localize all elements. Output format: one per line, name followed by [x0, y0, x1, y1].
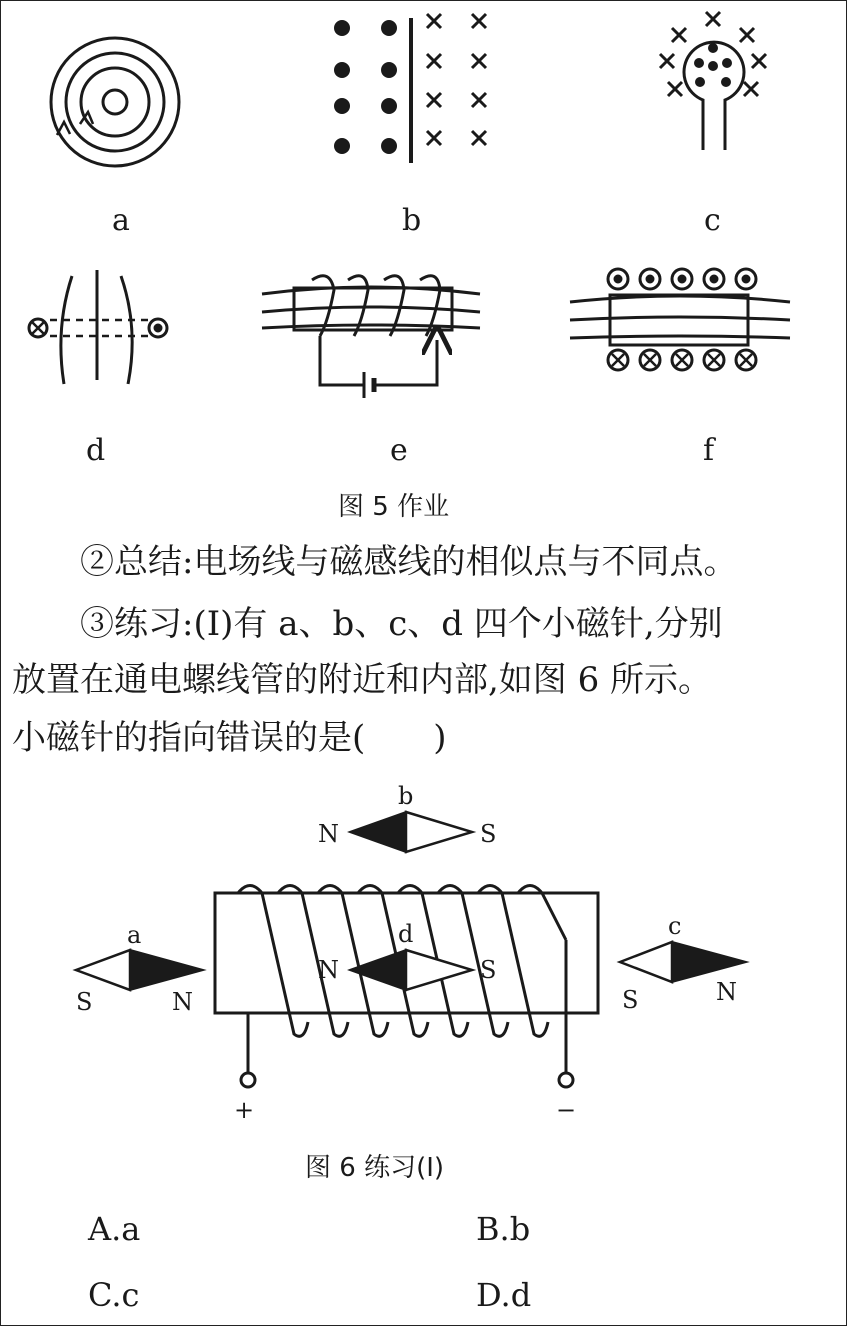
- needle-c-right-pole: N: [716, 978, 737, 1006]
- option-b[interactable]: B.b: [476, 1210, 531, 1248]
- needle-b-label: b: [398, 782, 414, 810]
- needle-b: [350, 812, 472, 852]
- option-a[interactable]: A.a: [88, 1210, 141, 1248]
- fig5-label-b: b: [402, 203, 422, 238]
- needle-c-label: c: [668, 912, 682, 940]
- fig6-plus-terminal: +: [234, 1096, 255, 1124]
- fig5-b-diagram: [334, 14, 486, 163]
- fig5-d-diagram: [29, 270, 167, 384]
- needle-d-right-pole: S: [480, 956, 497, 984]
- practice-line-3: 小磁针的指向错误的是( ): [12, 718, 447, 758]
- needle-c-left-pole: S: [622, 986, 639, 1014]
- needle-a: [76, 950, 203, 990]
- fig6-minus-terminal: −: [556, 1096, 577, 1124]
- option-d[interactable]: D.d: [476, 1276, 532, 1314]
- needle-d-left-pole: N: [318, 956, 339, 984]
- needle-b-left-pole: N: [318, 820, 339, 848]
- needle-b-right-pole: S: [480, 820, 497, 848]
- fig6-caption: 图 6 练习(Ⅰ): [305, 1153, 445, 1183]
- fig5-label-e: e: [390, 433, 408, 468]
- practice-line-1: ③练习:(Ⅰ)有 a、b、c、d 四个小磁针,分别: [80, 604, 723, 644]
- fig5-c-diagram: [660, 12, 766, 150]
- needle-a-label: a: [127, 921, 142, 949]
- fig5-label-f: f: [703, 433, 715, 468]
- needle-a-right-pole: N: [172, 988, 193, 1016]
- needle-a-left-pole: S: [76, 988, 93, 1016]
- fig5-label-a: a: [112, 203, 130, 238]
- needle-d-label: d: [398, 920, 414, 948]
- fig5-label-c: c: [704, 203, 721, 238]
- fig5-f-diagram: [570, 269, 790, 370]
- summary-paragraph: ②总结:电场线与磁感线的相似点与不同点。: [80, 542, 738, 582]
- practice-line-2: 放置在通电螺线管的附近和内部,如图 6 所示。: [12, 660, 713, 700]
- fig5-label-d: d: [86, 433, 106, 468]
- fig5-a-diagram: [51, 38, 179, 166]
- needle-d: [350, 950, 472, 990]
- fig5-caption: 图 5 作业: [338, 492, 450, 522]
- option-c[interactable]: C.c: [88, 1276, 140, 1314]
- needle-c: [620, 942, 746, 982]
- fig5-e-diagram: [262, 276, 480, 398]
